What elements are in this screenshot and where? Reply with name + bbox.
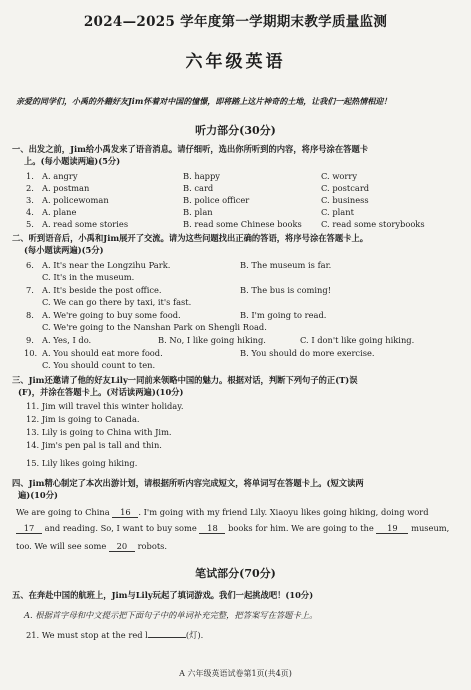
question-21 — [26, 630, 203, 640]
intro-paragraph: 亲爱的同学们，小禹的外籍好友Jim怀着对中国的憧憬，即将踏上这片神奇的土地，让我们一起热情相迎！ — [16, 96, 392, 106]
section-5-heading: 五、在奔赴中国的航班上，Jim与Lily玩起了填词游戏。我们一起挑战吧！(10分) — [12, 590, 314, 600]
item-number: 10. — [24, 348, 38, 358]
item-number: 3. — [26, 195, 34, 205]
option-c: C. We can go there by taxi, it's fast. — [42, 297, 192, 307]
item-number: 4. — [26, 207, 34, 217]
passage-line-3 — [16, 541, 167, 552]
item-number: 8. — [26, 310, 34, 320]
answer-blank-21[interactable] — [148, 637, 186, 638]
section-2-heading-line1: 二、听到语音后，小禹和Jim展开了交流。请为这些问题找出正确的答语，将序号涂在答题卡上。 — [12, 233, 369, 243]
option-c: C. worry — [321, 171, 358, 181]
statement: 14. Jim's pen pal is tall and thin. — [26, 440, 162, 450]
subject-title: 六年级英语 — [185, 52, 286, 72]
blank-20[interactable]: 20 — [109, 541, 135, 552]
passage-text: books for him. We are going to the — [225, 523, 377, 533]
page-footer: A 六年级英语试卷第1页(共4页) — [179, 669, 292, 678]
section-1-heading-line1: 一、出发之前，Jim给小禹发来了语音消息。请仔细听，选出你所听到的内容，将序号涂在答题卡 — [12, 144, 369, 154]
section-4-heading-line1: 四、Jim精心制定了本次出游计划，请根据所听内容完成短文，将单词写在答题卡上。(短文读两 — [12, 478, 364, 488]
option-c: C. We're going to the Nanshan Park on Shengli Road. — [42, 322, 267, 332]
passage-text: We are going to China — [16, 507, 113, 517]
option-c: C. It's in the museum. — [42, 272, 135, 282]
option-b: B. The museum is far. — [240, 260, 332, 270]
option-a: A. We're going to buy some food. — [42, 310, 181, 320]
option-b: B. The bus is coming! — [240, 285, 332, 295]
section-4-heading-line2: 遍)(10分) — [18, 490, 58, 500]
listening-part-title: 听力部分(30分) — [195, 124, 276, 137]
section-2-heading-line2: (每小题读两遍)(5分) — [24, 245, 104, 255]
option-a: A. angry — [42, 171, 78, 181]
option-b: B. plan — [183, 207, 213, 217]
blank-17[interactable]: 17 — [16, 523, 42, 534]
option-b: B. card — [183, 183, 214, 193]
passage-text: and reading. So, I want to buy some — [42, 523, 200, 533]
statement: 12. Jim is going to Canada. — [26, 414, 140, 424]
option-c: C. You should count to ten. — [42, 360, 156, 370]
statement: 11. Jim will travel this winter holiday. — [26, 401, 184, 411]
question-text: 21. We must stop at the red l — [26, 630, 148, 640]
option-a: A. plane — [42, 207, 77, 217]
option-a: A. It's near the Longzihu Park. — [42, 260, 171, 270]
item-number: 6. — [26, 260, 34, 270]
passage-line-1 — [16, 507, 429, 518]
option-c: C. read some storybooks — [321, 219, 425, 229]
option-a: A. It's beside the post office. — [42, 285, 162, 295]
blank-19[interactable]: 19 — [376, 523, 408, 534]
option-b: B. read some Chinese books — [183, 219, 302, 229]
option-c: C. I don't like going hiking. — [300, 335, 415, 345]
passage-text: robots. — [134, 541, 168, 551]
option-c: C. business — [321, 195, 369, 205]
section-5-instruction: A. 根据首字母和中文提示把下面句子中的单词补充完整，把答案写在答题卡上。 — [24, 610, 318, 620]
blank-16[interactable]: 16 — [112, 507, 138, 518]
section-1-heading-line2: 上。(每小题读两遍)(5分) — [24, 156, 121, 166]
item-number: 7. — [26, 285, 34, 295]
passage-text: museum, — [408, 523, 450, 533]
option-a: A. Yes, I do. — [42, 335, 92, 345]
statement: 15. Lily likes going hiking. — [26, 458, 138, 468]
item-number: 1. — [26, 171, 34, 181]
option-a: A. policewoman — [42, 195, 109, 205]
writing-part-title: 笔试部分(70分) — [195, 567, 276, 580]
hint-text: (灯). — [185, 630, 204, 640]
passage-text: too. We will see some — [16, 541, 109, 551]
option-a: A. You should eat more food. — [42, 348, 163, 358]
option-b: B. No, I like going hiking. — [158, 335, 266, 345]
option-c: C. plant — [321, 207, 354, 217]
passage-line-2 — [16, 523, 449, 534]
item-number: 2. — [26, 183, 34, 193]
statement: 13. Lily is going to China with Jim. — [26, 427, 172, 437]
option-b: B. You should do more exercise. — [240, 348, 375, 358]
item-number: 9. — [26, 335, 34, 345]
option-b: B. police officer — [183, 195, 250, 205]
section-3-heading-line1: 三、Jim还邀请了他的好友Lily一同前来领略中国的魅力。根据对话，判断下列句子的正(T)误 — [12, 375, 358, 385]
blank-18[interactable]: 18 — [199, 523, 225, 534]
option-b: B. happy — [183, 171, 220, 181]
option-c: C. postcard — [321, 183, 370, 193]
section-3-heading-line2: (F)，并涂在答题卡上。(对话读两遍)(10分) — [18, 387, 184, 397]
item-number: 5. — [26, 219, 34, 229]
option-b: B. I'm going to read. — [240, 310, 327, 320]
option-a: A. read some stories — [42, 219, 129, 229]
passage-text: . I'm going with my friend Lily. Xiaoyu likes going hiking, doing word — [138, 507, 429, 517]
option-a: A. postman — [42, 183, 90, 193]
exam-title: 2024—2025 学年度第一学期期末教学质量监测 — [83, 14, 388, 30]
